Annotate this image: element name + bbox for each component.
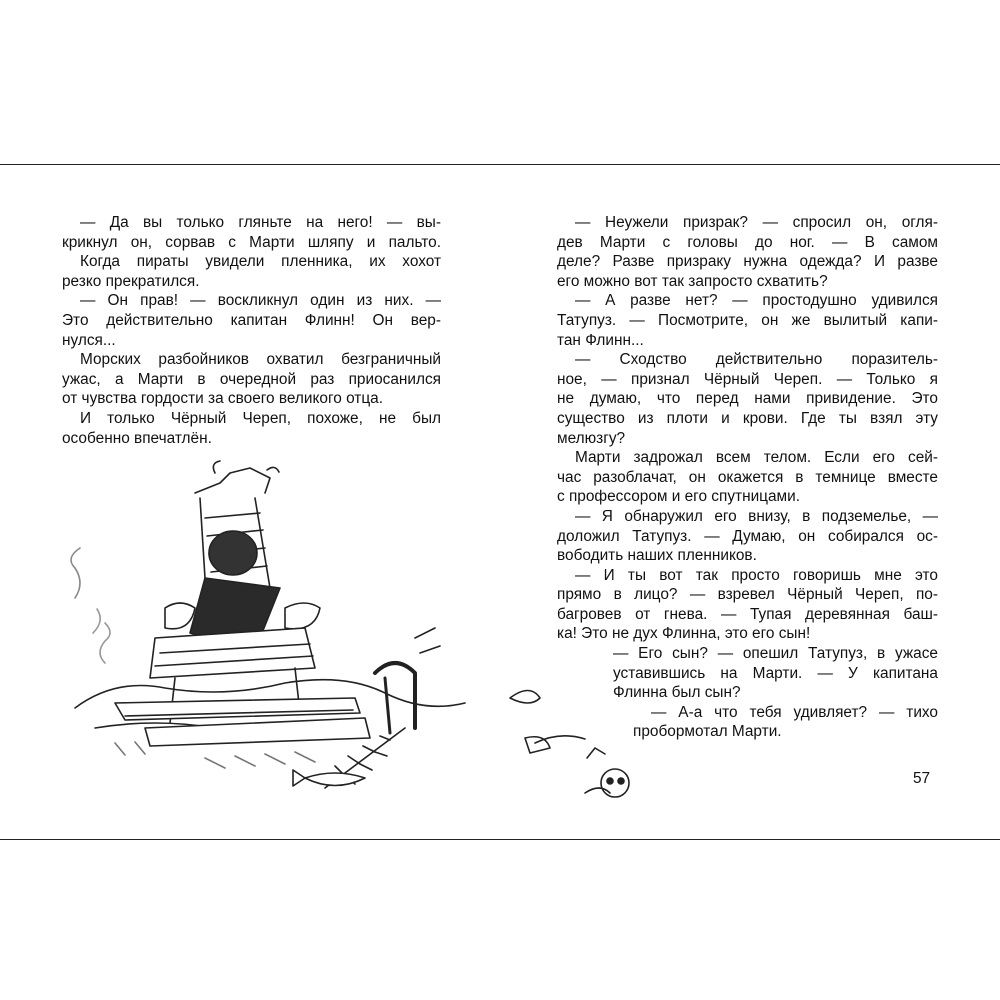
text-line: — А-а что тебя удивляет? — тихо [651, 703, 938, 721]
text-line: Флинна был сын? [613, 684, 741, 702]
text-line: прямо в лицо? — взревел Чёрный Череп, по- [557, 586, 938, 604]
text-line: ное, — признал Чёрный Череп. — Только я [557, 370, 938, 388]
text-line: — А разве нет? — простодушно удивился [575, 292, 938, 310]
text-line: мелюзгу? [557, 429, 626, 447]
text-line: от чувства гордости за своего великого отца. [62, 390, 383, 408]
text-line: Это действительно капитан Флинн! Он вер- [62, 311, 441, 329]
text-line: — Его сын? — опешил Татупуз, в ужасе [613, 645, 938, 663]
text-line: уставившись на Марти. — У капитана [613, 664, 938, 682]
text-line: особенно впечатлён. [62, 429, 212, 447]
left-page-text [62, 213, 441, 448]
text-line: — Сходство действительно поразитель- [575, 351, 938, 369]
text-line: багровев от гнева. — Тупая деревянная баш- [557, 605, 938, 623]
text-line: Когда пираты увидели пленника, их хохот [80, 253, 441, 271]
text-line: И только Чёрный Череп, похоже, не был [80, 409, 441, 427]
text-line: дев Марти с головы до ног. — В самом [557, 233, 938, 251]
text-line: вободить наших пленников. [557, 547, 757, 565]
text-line: деле? Разве призраку нужна одежда? И разве [557, 253, 938, 271]
text-line: Марти задрожал всем телом. Если его сей- [575, 449, 938, 467]
text-line: нулся... [62, 331, 116, 349]
text-line: резко прекратился. [62, 272, 200, 290]
pirate-throne-illustration [55, 458, 675, 828]
text-line: — Он прав! — воскликнул один из них. — [80, 292, 441, 310]
text-line: существо из плоти и крови. Где ты взял эту [557, 409, 938, 427]
text-line: Татупуз. — Посмотрите, он же вылитый капи- [557, 311, 938, 329]
text-line: не думаю, что перед нами привидение. Это [557, 390, 938, 408]
text-line: крикнул он, сорвав с Марти шляпу и пальто. [62, 233, 441, 251]
text-line: — Да вы только гляньте на него! — вы- [80, 214, 441, 231]
text-line: ужас, а Марти в очередной раз приосанился [62, 370, 441, 388]
text-line: ка! Это не дух Флинна, это его сын! [557, 625, 811, 643]
text-line: его можно вот так запросто схватить? [557, 272, 828, 290]
text-line: доложил Татупуз. — Думаю, он собирался ос- [557, 527, 938, 545]
text-line: тан Флинн... [557, 331, 644, 349]
text-line: — Неужели призрак? — спросил он, огля- [575, 214, 938, 231]
text-line: час разоблачат, он окажется в темнице вместе [557, 468, 938, 486]
text-line: — Я обнаружил его внизу, в подземелье, — [575, 507, 938, 525]
text-line: — И ты вот так просто говоришь мне это [575, 566, 938, 584]
text-line: пробормотал Марти. [633, 723, 782, 741]
text-line: с профессором и его спутницами. [557, 488, 800, 506]
text-line: Морских разбойников охватил безграничный [80, 351, 441, 369]
page-number: 57 [913, 770, 931, 787]
